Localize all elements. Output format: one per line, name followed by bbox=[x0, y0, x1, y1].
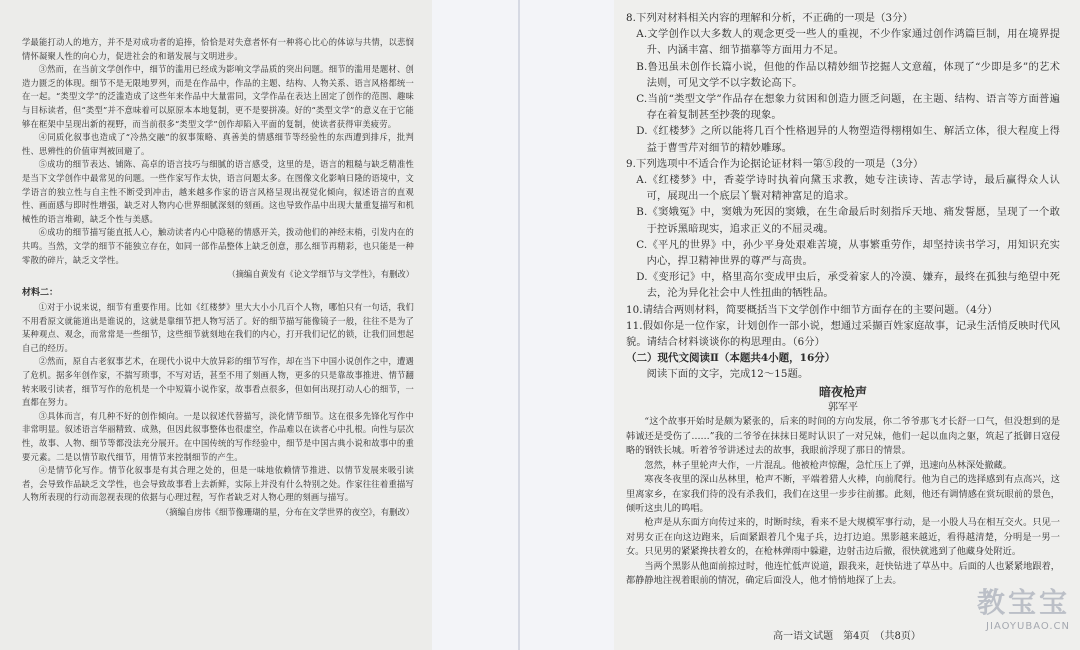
left-exam-page bbox=[0, 0, 432, 650]
question-9-option: C.《平凡的世界》中，孙少平身处艰难苦境，从事繁重劳作，却坚持读书学习，用知识充实内心，捍卫精神世界的尊严与高贵。 bbox=[636, 238, 1060, 268]
question-10: 10.请结合两则材料，简要概括当下文学创作中细节方面存在的主要问题。（4分） bbox=[626, 303, 998, 316]
material-two-paragraph: ②然而，原自古老叙事艺术，在现代小说中大放异彩的细节写作，却在当下中国小说创作之中，遭遇了危机。据多年创作家，不揣写琐事，不写对话，甚至不用了刻画人物，更多的只是靠故事推进、情节翻转来吸引读者，细节写作的危机是一个中短篇小说作家，故事看点很多，但如何出现打动人心的细节，一直都在努力。 bbox=[22, 356, 414, 408]
question-8-option: B.鲁迅虽未创作长篇小说，但他的作品以精妙细节挖掘人文意蕴，体现了“少即是多”的艺术法则，可见文学不以字数论高下。 bbox=[636, 60, 1060, 89]
viewer-divider bbox=[518, 0, 520, 650]
page-footer: 高一语文试题 第4页 （共8页） bbox=[773, 631, 921, 642]
question-11: 11.假如你是一位作家，计划创作一部小说，想通过采撷百姓家庭故事，记录生活悄反映时代风貌。请结合材料谈谈你的构思理由。（6分） bbox=[626, 319, 1060, 349]
site-watermark bbox=[977, 581, 1070, 632]
source-citation-1: （摘编自黄发有《论文学细节与文学性》，有删改） bbox=[227, 269, 414, 280]
question-9-option: B.《窦娥冤》中，窦娥为死因的窦娥，在生命最后时刻指斥天地、痛发誓愿，呈现了一个敢于控诉黑暗现实，追求正义的不屈灵魂。 bbox=[636, 206, 1060, 235]
story-title: 暗夜枪声 bbox=[818, 385, 867, 400]
story-paragraph: “这个故事开始时是颇为紧张的，后来的时间的方向发展，你二爷爷那飞才长舒一口气，但没想到的是韩诚还是受伤了……”我的二爷爷在抹抹日冕时认识了一对兄妹，他们一起以血肉之躯，筑起了抵御日寇侵略的钢铁长城。听着爷爷讲述过去的故事，我眼前浮现了那日的情景。 bbox=[626, 416, 1060, 457]
story-paragraph: 忽然，林子里轮声大作，一片混乱。他被枪声惊醒，急忙压上了弹，迅速向丛林深处撤藏。 bbox=[644, 459, 1012, 471]
left-paragraph: ④同质化叙事也造成了“冷热交融”的叙事策略、真善美的情感细节等经验性的东西遭到排斥，批判性、思辨性的价值审判被回避了。 bbox=[22, 132, 414, 156]
section-heading: （二）现代文阅读Ⅱ（本题共4小题，16分） bbox=[626, 352, 836, 365]
right-exam-page bbox=[614, 0, 1080, 650]
page-gap bbox=[432, 0, 614, 650]
story-author: 郭军平 bbox=[828, 402, 858, 414]
material-two-paragraph: ③具体而言，有几种不好的创作倾向。一是以叙述代替描写，淡化情节细节。这在很多先锋化写作中非常明显。叙述语言华丽精致、成熟，但因此叙事整体也很虚空，作品难以在读者心中扎根。向性与层次性，故事、人物、细节等都没法充分展开。在中国传统的写作经验中，细节是中国古典小说和故事中的重要元素。二是以情节取代细节，用情节来控制细节的产生。 bbox=[22, 410, 414, 462]
source-citation-2: （摘编自房伟《细节像珊瑚的星，分布在文学世界的夜空》，有删改） bbox=[160, 507, 414, 517]
question-9-option: A.《红楼梦》中，香菱学诗时执着向黛玉求教，她专注读诗、苦志学诗，最后赢得众人认可，展现出一个底层丫鬟对精神富足的追求。 bbox=[636, 174, 1060, 203]
material-two-paragraph: ④是情节化写作。情节化叙事是有其合理之处的，但是一味地依赖情节推进、以情节发展来吸引读者，会导致作品缺乏文学性，也会导致故事看上去新鲜，实际上并没有什么特别之处。作家往往着重描写人物所表现的行动而忽视表现的依据与心理过程，写作者缺乏对人物心理的刻画与描写。 bbox=[22, 465, 414, 503]
question-8-option: D.《红楼梦》之所以能将几百个性格迥异的人物塑造得栩栩如生、解活立体，很大程度上得益于曹雪芹对细节的精妙雕琢。 bbox=[636, 125, 1060, 154]
left-paragraph: ⑥成功的细节描写能直抵人心，触动读者内心中隐秘的情感开关，拨动他们的神经末梢，引发内在的共鸣。当然，文学的细节不能独立存在，如同一部作品整体上缺乏创意，那么细节再精彩，也只能是一种零散的碎片，缺乏文学性。 bbox=[22, 227, 414, 265]
question-8-option: C.当前“类型文学”作品存在想象力贫困和创造力匮乏问题，在主题、结构、语言等方面普遍存在着复制甚至抄袭的现象。 bbox=[636, 93, 1060, 122]
material-two-label: 材料二： bbox=[22, 288, 59, 299]
story-paragraph: 枪声是从东面方向传过来的，时断时续，看来不是大规模军事行动，是一小股人马在相互交火。只见一对男女正在向这边跑来，后面紧跟着几个鬼子兵，边打边追。黑影越来越近，看得越清楚，分明是一男一女。只见男的紧紧搀扶着女的，在枪林弹雨中躲避，边射击边后撤，很快就逃到了他藏身处附近。 bbox=[626, 517, 1060, 558]
story-paragraph: 寒夜冬夜里的深山丛林里，枪声不断，平端着猎人火棒，向前爬行。他为自己的选择感到有点高兴，这里离家乡，在家我们待的没有杀我们，我们在这里一步步往前挪。此刻，他还有调情感在赏玩眼前的景色，倾听这虫儿的鸣唱。 bbox=[626, 474, 1060, 514]
question-8: 8.下列对材料相关内容的理解和分析，不正确的一项是（3分） bbox=[626, 12, 913, 24]
story-paragraph: 当两个黑影从他面前掠过时，他连忙低声说道，跟我来，赶快钻进了草丛中。后面的人也紧紧地跟着，都静静地注视着眼前的情况，确定后面没人，他才悄悄地探了上去。 bbox=[626, 560, 1060, 586]
question-9: 9.下列选项中不适合作为论据论证材料一第⑤段的一项是（3分） bbox=[626, 157, 924, 170]
question-8-option: A.文学创作以大多数人的观念更受一些人的重视，不少作家通过创作鸿篇巨制，用在境界提升、内涵丰富、细节描摹等方面用力不足。 bbox=[636, 28, 1060, 57]
question-9-option: D.《变形记》中，格里高尔变成甲虫后，承受着家人的冷漠、嫌弃，最终在孤独与绝望中死去，沦为异化社会中人性扭曲的牺牲品。 bbox=[636, 271, 1060, 300]
watermark-url: JIAOYUBAO.CN bbox=[986, 621, 1070, 632]
left-paragraph: 学最能打动人的地方，并不是对成功者的追捧，恰恰是对失意者怀有一种将心比心的体谅与共情，以悲悯情怀凝聚人性的向心力，促进社会的和谐发展与文明进步。 bbox=[22, 37, 414, 61]
reading-instruction: 阅读下面的文字，完成12～15题。 bbox=[646, 368, 809, 381]
watermark-logo-text: 教宝宝 bbox=[976, 586, 1070, 619]
left-paragraph: ③然而，在当前文学创作中，细节的滥用已经成为影响文学品质的突出问题。细节的滥用是题材、创造力匮乏的体现。细节不是无限地罗列，而是在作品中，作品的主题、结构、人物关系、语言风格都统一在一起。“类型文学”的泛滥造成了这些年来作品中大量雷同，文学作品在表达上固定了创作的范围、趣味与目标读者，但“类型”并不意味着可以原原本本地复制，更不是要拼凑。好的“类型文学”的意义在于它能够在框架中呈现出新的视野，而当前很多“类型文学”创作却陷入平面的复制，使读者获得审美疲劳。 bbox=[22, 64, 414, 129]
material-two-paragraph: ①对于小说来说，细节有重要作用。比如《红楼梦》里大大小小几百个人物，哪怕只有一句话，我们不用看原文就能道出是谁说的，这就是靠细节把人物写活了。好的细节描写能像镜子一般，往往不是为了某种观点、观念，而常常是一些细节，这些细节就刻地在我们的内心，打开我们记忆的锁，让我们回想起自己的经历。 bbox=[22, 302, 414, 353]
left-paragraph: ⑤成功的细节表达、铺陈、高卓的语言技巧与细腻的语言感受，这里的是，语言的粗糙与缺乏精准性是当下文学创作中最常见的问题。一些作家写作太快，语言问题太多。在图像文化影响日隆的语境中，文学语言的独立性与自主性不断受到冲击，越来越多作家的语言风格呈现出视觉化倾向，叙述语言的直观性、画面感与即时性增强，缺乏对人物内心世界细腻深刻的刻画。这也导致作品中出现大量重复描写和机械性的语言堆砌，缺乏个性与美感。 bbox=[22, 159, 414, 224]
